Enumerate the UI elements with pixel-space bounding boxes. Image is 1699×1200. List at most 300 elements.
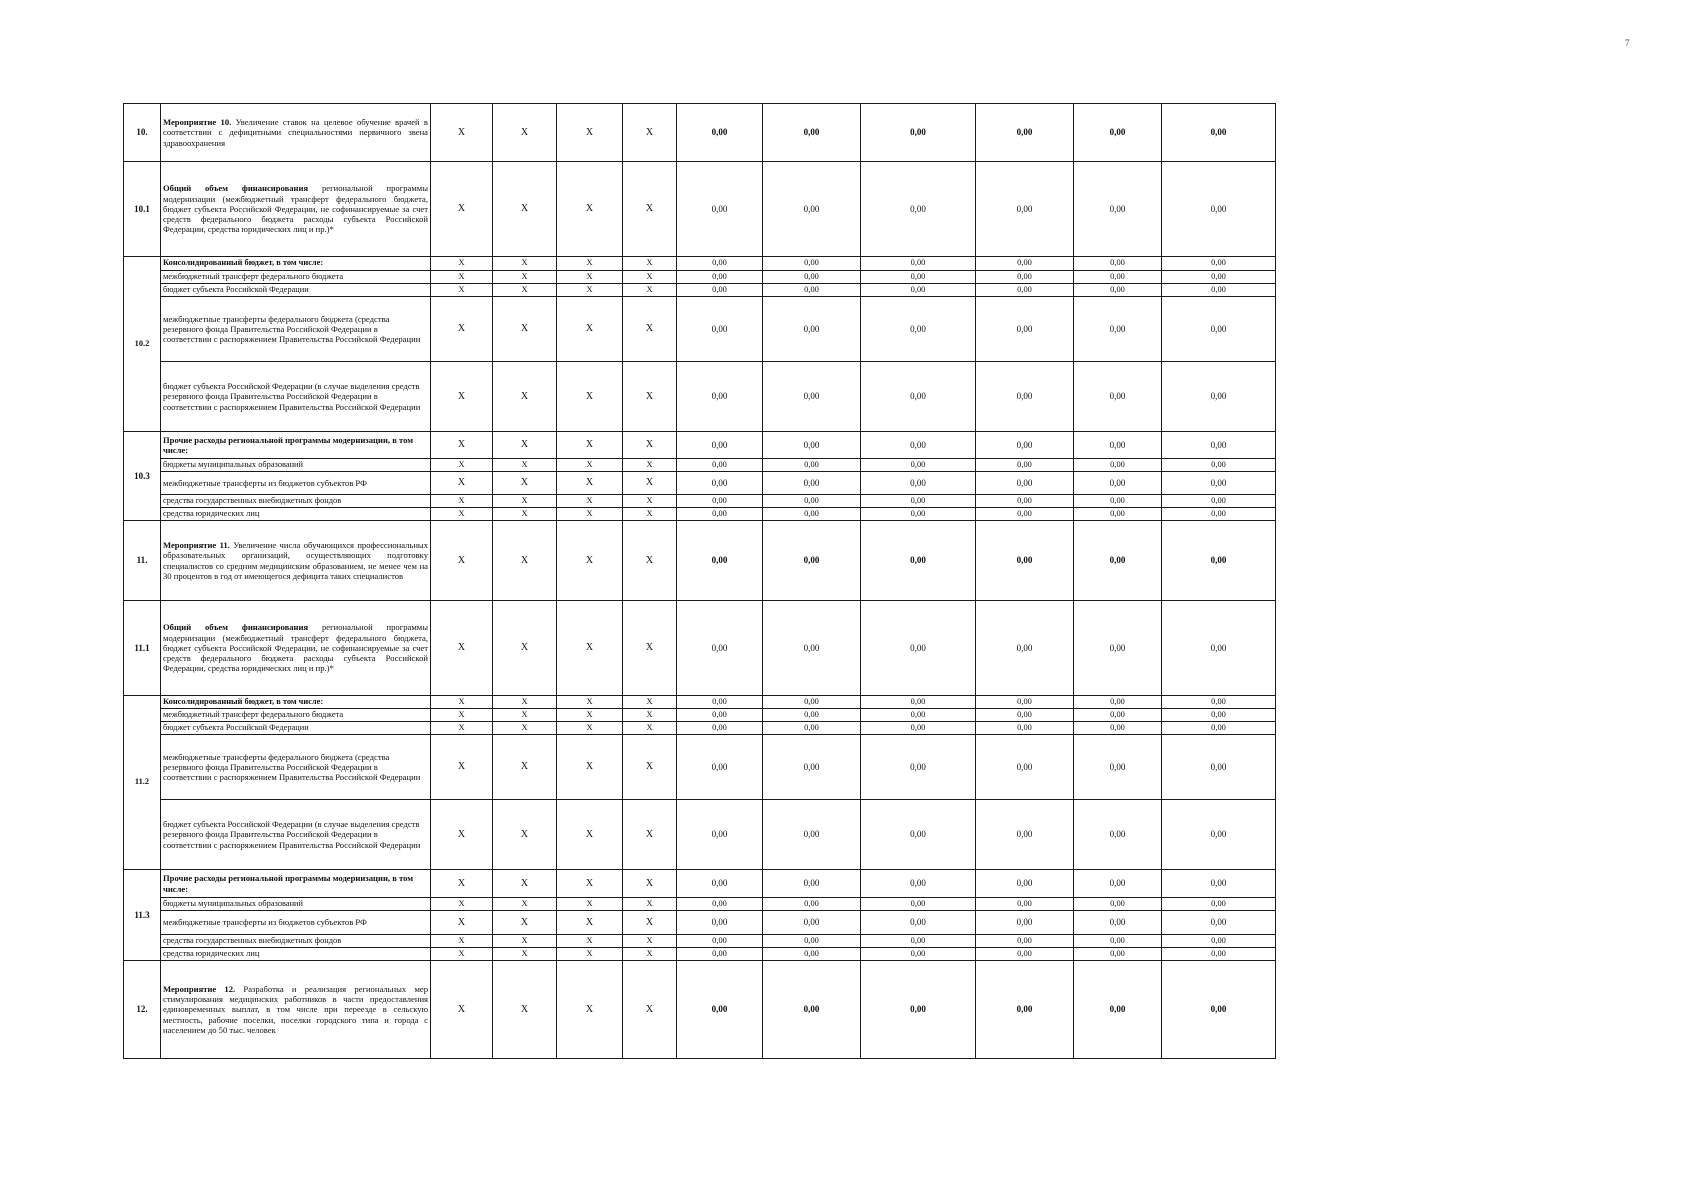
amount-cell: 0,00: [1162, 735, 1276, 800]
amount-cell: 0,00: [976, 800, 1074, 870]
amount-cell: 0,00: [976, 495, 1074, 508]
amount-cell: 0,00: [677, 508, 763, 521]
table-row: [124, 271, 1276, 284]
amount-cell: 0,00: [976, 735, 1074, 800]
amount-cell: 0,00: [763, 948, 861, 961]
table-row: [124, 696, 1276, 709]
amount-cell: 0,00: [763, 432, 861, 459]
x-marker-cell: X: [493, 696, 557, 709]
table-row: [124, 961, 1276, 1059]
x-marker-cell: X: [557, 104, 623, 162]
x-marker-cell: X: [557, 870, 623, 898]
x-marker-cell: X: [431, 297, 493, 362]
amount-cell: 0,00: [763, 495, 861, 508]
x-marker-cell: X: [431, 432, 493, 459]
table-row: [124, 104, 1276, 162]
amount-cell: 0,00: [1074, 508, 1162, 521]
amount-cell: 0,00: [976, 521, 1074, 601]
amount-cell: 0,00: [763, 104, 861, 162]
amount-cell: 0,00: [763, 459, 861, 472]
x-marker-cell: X: [623, 601, 677, 696]
amount-cell: 0,00: [861, 521, 976, 601]
amount-cell: 0,00: [677, 935, 763, 948]
x-marker-cell: X: [431, 459, 493, 472]
table-row: [124, 601, 1276, 696]
x-marker-cell: X: [557, 432, 623, 459]
amount-cell: 0,00: [1162, 104, 1276, 162]
x-marker-cell: X: [431, 362, 493, 432]
x-marker-cell: X: [623, 472, 677, 495]
description-cell: бюджет субъекта Российской Федерации: [161, 722, 431, 735]
x-marker-cell: X: [623, 432, 677, 459]
amount-cell: 0,00: [763, 935, 861, 948]
x-marker-cell: X: [557, 961, 623, 1059]
description-cell: средства юридических лиц: [161, 508, 431, 521]
amount-cell: 0,00: [677, 521, 763, 601]
x-marker-cell: X: [557, 162, 623, 257]
amount-cell: 0,00: [763, 362, 861, 432]
amount-cell: 0,00: [1074, 432, 1162, 459]
amount-cell: 0,00: [976, 459, 1074, 472]
amount-cell: 0,00: [861, 961, 976, 1059]
description-cell: бюджеты муниципальных образований: [161, 459, 431, 472]
x-marker-cell: X: [431, 709, 493, 722]
amount-cell: 0,00: [861, 935, 976, 948]
amount-cell: 0,00: [861, 948, 976, 961]
x-marker-cell: X: [493, 257, 557, 271]
amount-cell: 0,00: [677, 495, 763, 508]
description-cell: Мероприятие 11. Увеличение числа обучающихся профессиональных образовательных организаций, осуществляющих подготовку специалистов со средним медицинским образованием, не менее чем на 30 процентов в год от имеющегося дефицита таких специалистов: [161, 521, 431, 601]
amount-cell: 0,00: [763, 284, 861, 297]
x-marker-cell: X: [431, 948, 493, 961]
x-marker-cell: X: [493, 362, 557, 432]
row-number-cell: 12.: [124, 961, 161, 1059]
table-row: [124, 362, 1276, 432]
amount-cell: 0,00: [861, 601, 976, 696]
table-body: [124, 104, 1276, 1059]
x-marker-cell: X: [431, 735, 493, 800]
amount-cell: 0,00: [861, 257, 976, 271]
x-marker-cell: X: [557, 722, 623, 735]
x-marker-cell: X: [557, 800, 623, 870]
x-marker-cell: X: [431, 898, 493, 911]
amount-cell: 0,00: [1162, 297, 1276, 362]
amount-cell: 0,00: [677, 709, 763, 722]
amount-cell: 0,00: [763, 961, 861, 1059]
description-cell: Консолидированный бюджет, в том числе:: [161, 696, 431, 709]
description-cell: Общий объем финансирования региональной программы модернизации (межбюджетный трансферт федерального бюджета, бюджет субъекта Российской Федерации, не софинансируемые за счет средств федерального бюджета расходы субъекта Российской Федерации, средства юридических лиц и пр.)*: [161, 162, 431, 257]
x-marker-cell: X: [493, 709, 557, 722]
table-row: [124, 472, 1276, 495]
x-marker-cell: X: [493, 162, 557, 257]
amount-cell: 0,00: [763, 601, 861, 696]
description-cell: Общий объем финансирования региональной программы модернизации (межбюджетный трансферт федерального бюджета, бюджет субъекта Российской Федерации, не софинансируемые за счет средств федерального бюджета расходы субъекта Российской Федерации, средства юридических лиц и пр.)*: [161, 601, 431, 696]
table-row: [124, 257, 1276, 271]
x-marker-cell: X: [431, 162, 493, 257]
x-marker-cell: X: [623, 709, 677, 722]
row-number-cell: 10.3: [124, 432, 161, 521]
x-marker-cell: X: [623, 898, 677, 911]
amount-cell: 0,00: [976, 709, 1074, 722]
x-marker-cell: X: [431, 257, 493, 271]
x-marker-cell: X: [557, 257, 623, 271]
x-marker-cell: X: [557, 472, 623, 495]
amount-cell: 0,00: [861, 271, 976, 284]
amount-cell: 0,00: [677, 362, 763, 432]
row-number-cell: 11.: [124, 521, 161, 601]
row-number-cell: 10.: [124, 104, 161, 162]
x-marker-cell: X: [623, 722, 677, 735]
x-marker-cell: X: [431, 961, 493, 1059]
x-marker-cell: X: [431, 601, 493, 696]
x-marker-cell: X: [493, 948, 557, 961]
x-marker-cell: X: [623, 911, 677, 935]
x-marker-cell: X: [493, 284, 557, 297]
x-marker-cell: X: [557, 508, 623, 521]
amount-cell: 0,00: [1074, 948, 1162, 961]
amount-cell: 0,00: [763, 257, 861, 271]
amount-cell: 0,00: [677, 297, 763, 362]
amount-cell: 0,00: [677, 948, 763, 961]
amount-cell: 0,00: [1162, 722, 1276, 735]
amount-cell: 0,00: [976, 104, 1074, 162]
x-marker-cell: X: [493, 472, 557, 495]
table-row: [124, 162, 1276, 257]
x-marker-cell: X: [557, 935, 623, 948]
description-cell: бюджет субъекта Российской Федерации: [161, 284, 431, 297]
table-row: [124, 722, 1276, 735]
amount-cell: 0,00: [1162, 257, 1276, 271]
x-marker-cell: X: [431, 495, 493, 508]
row-number-cell: 11.1: [124, 601, 161, 696]
description-cell: бюджет субъекта Российской Федерации (в случае выделения средств резервного фонда Правительства Российской Федерации в соответствии с распоряжением Правительства Российской Федерации: [161, 800, 431, 870]
amount-cell: 0,00: [976, 472, 1074, 495]
amount-cell: 0,00: [976, 948, 1074, 961]
amount-cell: 0,00: [861, 898, 976, 911]
description-cell: бюджет субъекта Российской Федерации (в случае выделения средств резервного фонда Правительства Российской Федерации в соответствии с распоряжением Правительства Российской Федерации: [161, 362, 431, 432]
table-row: [124, 495, 1276, 508]
amount-cell: 0,00: [1074, 735, 1162, 800]
x-marker-cell: X: [623, 257, 677, 271]
amount-cell: 0,00: [861, 472, 976, 495]
x-marker-cell: X: [557, 696, 623, 709]
description-cell: бюджеты муниципальных образований: [161, 898, 431, 911]
amount-cell: 0,00: [1074, 459, 1162, 472]
x-marker-cell: X: [623, 735, 677, 800]
x-marker-cell: X: [431, 935, 493, 948]
description-cell: Прочие расходы региональной программы модернизации, в том числе:: [161, 870, 431, 898]
amount-cell: 0,00: [861, 297, 976, 362]
x-marker-cell: X: [557, 601, 623, 696]
amount-cell: 0,00: [976, 696, 1074, 709]
x-marker-cell: X: [557, 271, 623, 284]
description-cell: средства государственных внебюджетных фондов: [161, 495, 431, 508]
amount-cell: 0,00: [677, 601, 763, 696]
table-row: [124, 870, 1276, 898]
table-row: [124, 935, 1276, 948]
description-cell: межбюджетные трансферты федерального бюджета (средства резервного фонда Правительства Российской Федерации в соответствии с распоряжением Правительства Российской Федерации: [161, 735, 431, 800]
x-marker-cell: X: [493, 800, 557, 870]
amount-cell: 0,00: [1074, 601, 1162, 696]
amount-cell: 0,00: [1162, 709, 1276, 722]
description-cell: Мероприятие 12. Разработка и реализация региональных мер стимулирования медицинских работников в части предоставления единовременных выплат, в том числе при переезде в сельскую местность, рабочие поселки, поселки городского типа и города с населением до 50 тыс. человек: [161, 961, 431, 1059]
x-marker-cell: X: [431, 870, 493, 898]
amount-cell: 0,00: [976, 898, 1074, 911]
amount-cell: 0,00: [1162, 508, 1276, 521]
amount-cell: 0,00: [763, 898, 861, 911]
x-marker-cell: X: [623, 935, 677, 948]
amount-cell: 0,00: [1074, 104, 1162, 162]
x-marker-cell: X: [623, 800, 677, 870]
amount-cell: 0,00: [1074, 362, 1162, 432]
amount-cell: 0,00: [861, 800, 976, 870]
amount-cell: 0,00: [861, 696, 976, 709]
x-marker-cell: X: [493, 521, 557, 601]
amount-cell: 0,00: [861, 432, 976, 459]
amount-cell: 0,00: [861, 362, 976, 432]
x-marker-cell: X: [493, 432, 557, 459]
x-marker-cell: X: [623, 961, 677, 1059]
amount-cell: 0,00: [976, 284, 1074, 297]
x-marker-cell: X: [557, 495, 623, 508]
table-row: [124, 521, 1276, 601]
amount-cell: 0,00: [1074, 271, 1162, 284]
x-marker-cell: X: [493, 935, 557, 948]
x-marker-cell: X: [557, 709, 623, 722]
x-marker-cell: X: [557, 948, 623, 961]
amount-cell: 0,00: [677, 104, 763, 162]
amount-cell: 0,00: [677, 271, 763, 284]
amount-cell: 0,00: [861, 104, 976, 162]
amount-cell: 0,00: [677, 257, 763, 271]
x-marker-cell: X: [557, 284, 623, 297]
x-marker-cell: X: [623, 696, 677, 709]
amount-cell: 0,00: [677, 800, 763, 870]
amount-cell: 0,00: [1074, 911, 1162, 935]
description-cell: межбюджетные трансферты федерального бюджета (средства резервного фонда Правительства Российской Федерации в соответствии с распоряжением Правительства Российской Федерации: [161, 297, 431, 362]
x-marker-cell: X: [431, 271, 493, 284]
x-marker-cell: X: [557, 898, 623, 911]
amount-cell: 0,00: [677, 459, 763, 472]
amount-cell: 0,00: [1162, 948, 1276, 961]
amount-cell: 0,00: [1162, 961, 1276, 1059]
x-marker-cell: X: [623, 508, 677, 521]
amount-cell: 0,00: [1162, 898, 1276, 911]
amount-cell: 0,00: [1162, 935, 1276, 948]
x-marker-cell: X: [623, 521, 677, 601]
amount-cell: 0,00: [677, 162, 763, 257]
amount-cell: 0,00: [976, 601, 1074, 696]
amount-cell: 0,00: [1162, 601, 1276, 696]
x-marker-cell: X: [431, 284, 493, 297]
amount-cell: 0,00: [1074, 935, 1162, 948]
amount-cell: 0,00: [1074, 696, 1162, 709]
x-marker-cell: X: [493, 104, 557, 162]
amount-cell: 0,00: [1074, 521, 1162, 601]
amount-cell: 0,00: [763, 911, 861, 935]
amount-cell: 0,00: [1074, 472, 1162, 495]
amount-cell: 0,00: [1162, 521, 1276, 601]
x-marker-cell: X: [623, 362, 677, 432]
x-marker-cell: X: [431, 104, 493, 162]
table-row: [124, 459, 1276, 472]
x-marker-cell: X: [623, 948, 677, 961]
amount-cell: 0,00: [1074, 162, 1162, 257]
x-marker-cell: X: [431, 521, 493, 601]
amount-cell: 0,00: [861, 495, 976, 508]
amount-cell: 0,00: [976, 961, 1074, 1059]
row-number-cell: 11.3: [124, 870, 161, 961]
x-marker-cell: X: [493, 297, 557, 362]
row-number-cell: 11.2: [124, 696, 161, 870]
amount-cell: 0,00: [763, 696, 861, 709]
amount-cell: 0,00: [861, 870, 976, 898]
x-marker-cell: X: [493, 735, 557, 800]
amount-cell: 0,00: [1162, 495, 1276, 508]
x-marker-cell: X: [493, 911, 557, 935]
x-marker-cell: X: [493, 961, 557, 1059]
table-row: [124, 948, 1276, 961]
amount-cell: 0,00: [677, 696, 763, 709]
x-marker-cell: X: [623, 162, 677, 257]
x-marker-cell: X: [493, 722, 557, 735]
amount-cell: 0,00: [976, 432, 1074, 459]
amount-cell: 0,00: [1162, 696, 1276, 709]
table-row: [124, 284, 1276, 297]
row-number-cell: 10.1: [124, 162, 161, 257]
amount-cell: 0,00: [763, 521, 861, 601]
amount-cell: 0,00: [677, 911, 763, 935]
amount-cell: 0,00: [1162, 870, 1276, 898]
amount-cell: 0,00: [976, 911, 1074, 935]
description-cell: межбюджетные трансферты из бюджетов субъектов РФ: [161, 472, 431, 495]
page-number: 7: [1625, 38, 1630, 48]
amount-cell: 0,00: [861, 709, 976, 722]
amount-cell: 0,00: [861, 284, 976, 297]
amount-cell: 0,00: [976, 362, 1074, 432]
amount-cell: 0,00: [677, 472, 763, 495]
x-marker-cell: X: [623, 495, 677, 508]
amount-cell: 0,00: [677, 432, 763, 459]
table-row: [124, 297, 1276, 362]
row-number-cell: 10.2: [124, 257, 161, 432]
description-cell: Прочие расходы региональной программы модернизации, в том числе:: [161, 432, 431, 459]
x-marker-cell: X: [623, 271, 677, 284]
x-marker-cell: X: [557, 911, 623, 935]
amount-cell: 0,00: [976, 162, 1074, 257]
table-row: [124, 735, 1276, 800]
x-marker-cell: X: [557, 362, 623, 432]
amount-cell: 0,00: [763, 297, 861, 362]
x-marker-cell: X: [623, 297, 677, 362]
amount-cell: 0,00: [763, 709, 861, 722]
amount-cell: 0,00: [1074, 870, 1162, 898]
table-row: [124, 709, 1276, 722]
x-marker-cell: X: [623, 104, 677, 162]
x-marker-cell: X: [557, 735, 623, 800]
amount-cell: 0,00: [976, 271, 1074, 284]
amount-cell: 0,00: [677, 284, 763, 297]
amount-cell: 0,00: [861, 162, 976, 257]
amount-cell: 0,00: [1074, 297, 1162, 362]
x-marker-cell: X: [431, 911, 493, 935]
amount-cell: 0,00: [1074, 709, 1162, 722]
amount-cell: 0,00: [763, 472, 861, 495]
description-cell: средства государственных внебюджетных фондов: [161, 935, 431, 948]
x-marker-cell: X: [623, 459, 677, 472]
amount-cell: 0,00: [976, 508, 1074, 521]
amount-cell: 0,00: [1074, 722, 1162, 735]
amount-cell: 0,00: [1162, 800, 1276, 870]
amount-cell: 0,00: [677, 722, 763, 735]
amount-cell: 0,00: [976, 297, 1074, 362]
x-marker-cell: X: [493, 508, 557, 521]
description-cell: межбюджетный трансферт федерального бюджета: [161, 709, 431, 722]
amount-cell: 0,00: [1162, 284, 1276, 297]
description-cell: средства юридических лиц: [161, 948, 431, 961]
amount-cell: 0,00: [976, 935, 1074, 948]
x-marker-cell: X: [493, 495, 557, 508]
x-marker-cell: X: [557, 521, 623, 601]
amount-cell: 0,00: [763, 271, 861, 284]
amount-cell: 0,00: [1074, 898, 1162, 911]
amount-cell: 0,00: [763, 162, 861, 257]
table-row: [124, 911, 1276, 935]
amount-cell: 0,00: [1162, 911, 1276, 935]
amount-cell: 0,00: [763, 735, 861, 800]
table-row: [124, 508, 1276, 521]
amount-cell: 0,00: [677, 898, 763, 911]
amount-cell: 0,00: [1074, 284, 1162, 297]
x-marker-cell: X: [431, 800, 493, 870]
x-marker-cell: X: [623, 284, 677, 297]
amount-cell: 0,00: [1074, 257, 1162, 271]
amount-cell: 0,00: [861, 911, 976, 935]
table-row: [124, 432, 1276, 459]
amount-cell: 0,00: [976, 870, 1074, 898]
x-marker-cell: X: [557, 297, 623, 362]
budget-table: [123, 103, 1276, 1059]
amount-cell: 0,00: [976, 257, 1074, 271]
table-row: [124, 800, 1276, 870]
amount-cell: 0,00: [861, 459, 976, 472]
x-marker-cell: X: [431, 696, 493, 709]
amount-cell: 0,00: [677, 870, 763, 898]
amount-cell: 0,00: [677, 735, 763, 800]
amount-cell: 0,00: [861, 735, 976, 800]
x-marker-cell: X: [431, 472, 493, 495]
amount-cell: 0,00: [861, 722, 976, 735]
amount-cell: 0,00: [1162, 459, 1276, 472]
amount-cell: 0,00: [1162, 271, 1276, 284]
x-marker-cell: X: [431, 508, 493, 521]
description-cell: межбюджетный трансферт федерального бюджета: [161, 271, 431, 284]
amount-cell: 0,00: [1162, 432, 1276, 459]
amount-cell: 0,00: [861, 508, 976, 521]
amount-cell: 0,00: [1074, 800, 1162, 870]
x-marker-cell: X: [557, 459, 623, 472]
description-cell: Мероприятие 10. Увеличение ставок на целевое обучение врачей в соответствии с дефицитными специальностями первичного звена здравоохранения: [161, 104, 431, 162]
x-marker-cell: X: [493, 459, 557, 472]
amount-cell: 0,00: [1162, 162, 1276, 257]
amount-cell: 0,00: [763, 722, 861, 735]
x-marker-cell: X: [431, 722, 493, 735]
amount-cell: 0,00: [976, 722, 1074, 735]
amount-cell: 0,00: [677, 961, 763, 1059]
x-marker-cell: X: [493, 898, 557, 911]
amount-cell: 0,00: [1074, 495, 1162, 508]
amount-cell: 0,00: [763, 800, 861, 870]
